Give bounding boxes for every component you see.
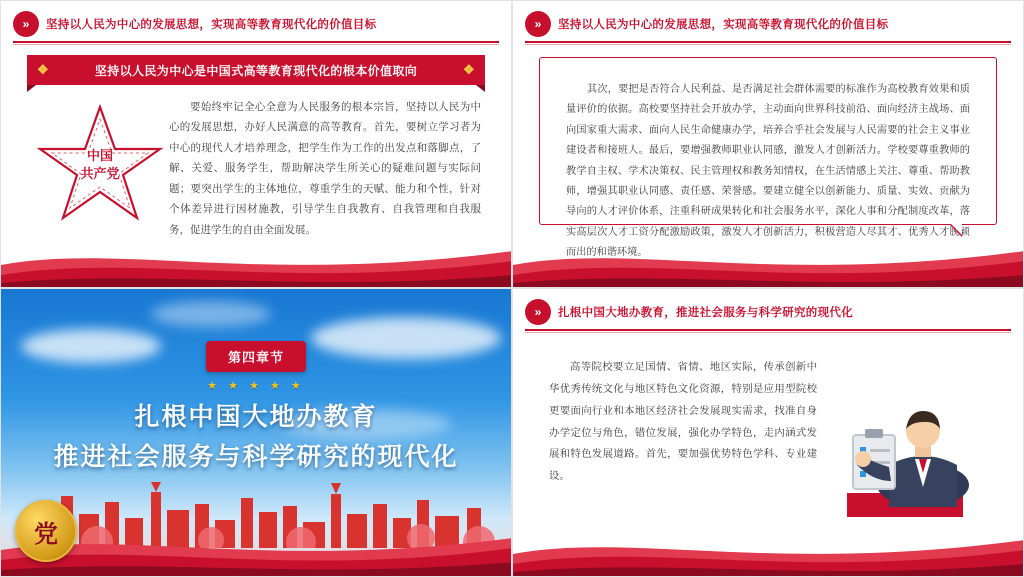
slide-2-header bbox=[525, 11, 1011, 37]
slide-1-header-rule bbox=[13, 41, 499, 43]
emblem-line-1: 中国 bbox=[86, 148, 113, 163]
chapter-title-line-1: 扎根中国大地办教育 bbox=[134, 403, 378, 431]
slide-4-header-rule bbox=[525, 329, 1011, 331]
chapter-tag: 第四章节 bbox=[206, 341, 306, 372]
cloud-decor-3 bbox=[151, 301, 271, 327]
slide-2-body-text: 其次，要把是否符合人民利益、是否满足社会群体需要的标准作为高校教育效果和质量评价的依据。高校要坚持社会开放办学，主动面向世界科技前沿、面向经济主战场、面向国家重大需求、面向人民生命健康办学，培养合乎社会发展与人民需要的社会主义事业建设者和接班人。最后，要增强教师职业认同感，激发人才创新活力。学校要尊重教师的教学自主权、学术决策权、民主管理权和教务知情权，在生活情感上关注、尊重、帮助教师，增强其职业认同感、责任感、荣誉感。要建立健全以创新能力、质量、实效、贡献为导向的人才评价体系，注重科研成果转化和社会服务水平，深化人事和分配制度改革，落实高层次人才工资分配激励政策，激发人才创新活力，积极营造人尽其才、优秀人才脱颖而出的和谐环境。 bbox=[566, 84, 970, 259]
slide-2[interactable] bbox=[512, 0, 1024, 288]
slide-3-chapter-cover[interactable] bbox=[0, 288, 512, 577]
slide-1-header bbox=[13, 11, 499, 37]
slide-2-header-rule bbox=[525, 41, 1011, 43]
party-star-emblem bbox=[35, 101, 165, 231]
emblem-line-2: 共产党 bbox=[80, 165, 120, 181]
slide-1-header-title: 坚持以人民为中心的发展思想，实现高等教育现代化的价值目标 bbox=[46, 19, 377, 31]
slide-1-section-ribbon bbox=[27, 55, 485, 85]
chapter-title-line-2: 推进社会服务与科学研究的现代化 bbox=[53, 443, 459, 471]
slide-1-body-text: 要始终牢记全心全意为人民服务的根本宗旨，坚持以人民为中心的发展思想，办好人民满意的高等教育。首先，要树立学习者为中心的现代人才培养理念，把学生作为工作的出发点和落脚点，了解、关爱、服务学生，帮助解决学生所关心的疑难问题与实际问题；要突出学生的主体地位，尊重学生的天赋、能力和个性，针对个体差异进行因材施教，引导学生自我教育、自我管理和自我服务，促进学生的自由全面发展。 bbox=[169, 101, 481, 236]
ribbon-tail-left bbox=[27, 85, 36, 92]
ribbon-tail-right bbox=[476, 85, 485, 92]
double-chevron-right-icon: » bbox=[525, 299, 551, 325]
slide-4[interactable] bbox=[512, 288, 1024, 577]
slide-4-body-text: 高等院校要立足国情、省情、地区实际，传承创新中华优秀传统文化与地区特色文化资源，特别是应用型院校更要面向行业和本地区经济社会发展现实需求，找准自身办学定位与角色，错位发展，强化办学特色，走内涵式发展和特色发展道路。首先，要加强优势特色学科、专业建设。 bbox=[549, 362, 817, 483]
slide-1[interactable] bbox=[0, 0, 512, 288]
slide-1-bottom-ribbon bbox=[1, 235, 512, 287]
cloud-decor-1 bbox=[21, 329, 161, 363]
cloud-decor-2 bbox=[311, 317, 501, 359]
slide-2-bottom-ribbon bbox=[513, 235, 1024, 287]
slide-3-bottom-ribbon bbox=[1, 530, 512, 576]
party-gold-emblem bbox=[15, 500, 77, 562]
double-chevron-right-icon: » bbox=[13, 11, 39, 37]
slide-1-ribbon-text: ❖ 坚持以人民为中心是中国式高等教育现代化的根本价值取向 bbox=[94, 63, 418, 78]
chapter-stars: ★ ★ ★ ★ ★ bbox=[207, 380, 305, 392]
slide-2-header-title: 坚持以人民为中心的发展思想，实现高等教育现代化的价值目标 bbox=[558, 19, 889, 31]
slide-4-header bbox=[525, 299, 1011, 325]
slide-4-bottom-ribbon bbox=[513, 524, 1024, 576]
party-emblem-text: 党 bbox=[34, 520, 58, 548]
slide-4-header-title: 扎根中国大地办教育，推进社会服务与科学研究的现代化 bbox=[558, 307, 853, 319]
businessman-with-clipboard-illustration bbox=[819, 369, 999, 519]
double-chevron-right-icon: » bbox=[525, 11, 551, 37]
slide-2-speech-card bbox=[539, 57, 997, 259]
